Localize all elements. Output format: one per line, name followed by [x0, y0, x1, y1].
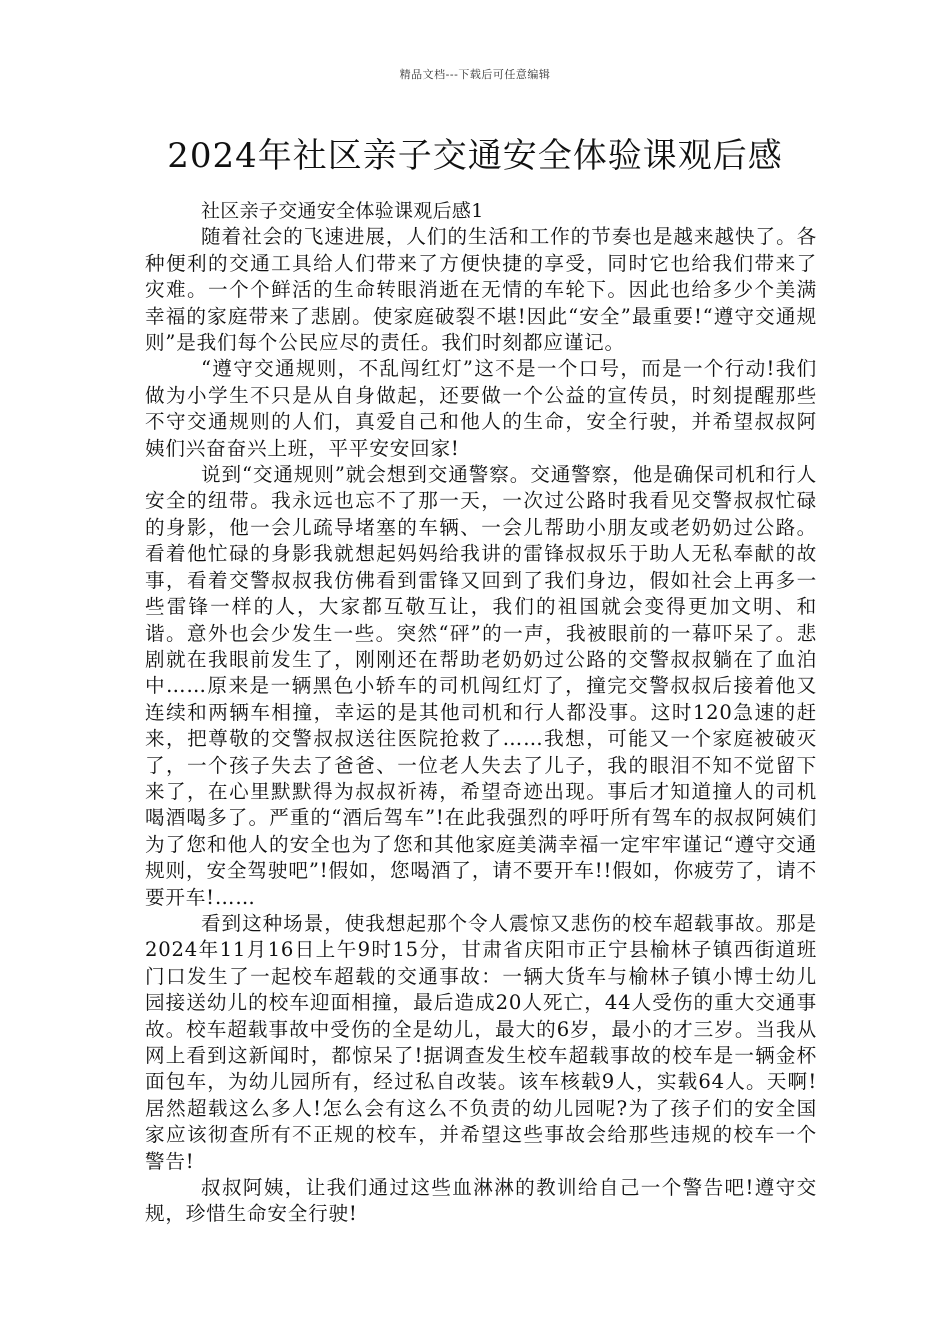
- paragraph-3: 说到“交通规则”就会想到交通警察。交通警察，他是确保司机和行人安全的纽带。我永远也忘不了那一天，一次过公路时我看见交警叔叔忙碌的身影，他一会儿疏导堵塞的车辆、一会儿帮助小朋友或老奶奶过公路。看着他忙碌的身影我就想起妈妈给我讲的雷锋叔叔乐于助人无私奉献的故事，看着交警叔叔我仿佛看到雷锋又回到了我们身边，假如社会上再多一些雷锋一样的人，大家都互敬互让，我们的祖国就会变得更加文明、和谐。意外也会少发生一些。突然“砰”的一声，我被眼前的一幕吓呆了。悲剧就在我眼前发生了，刚刚还在帮助老奶奶过公路的交警叔叔躺在了血泊中……原来是一辆黑色小轿车的司机闯红灯了，撞完交警叔叔后接着他又连续和两辆车相撞，幸运的是其他司机和行人都没事。这时120急速的赶来，把尊敬的交警叔叔送往医院抢救了……我想，可能又一个家庭被破灭了，一个孩子失去了爸爸、一位老人失去了儿子，我的眼泪不知不觉留下来了，在心里默默得为叔叔祈祷，希望奇迹出现。事后才知道撞人的司机喝酒喝多了。严重的“酒后驾车”!在此我强烈的呼吁所有驾车的叔叔阿姨们为了您和他人的安全也为了您和其他家庭美满幸福一定牢牢谨记“遵守交通规则，安全驾驶吧”!假如，您喝酒了，请不要开车!!假如，你疲劳了，请不要开车!……: [145, 463, 817, 909]
- paragraph-4: 看到这种场景，使我想起那个令人震惊又悲伤的校车超载事故。那是2024年11月16日上午9时15分，甘肃省庆阳市正宁县榆林子镇西街道班门口发生了一起校车超载的交通事故：一辆大货车与榆林子镇小博士幼儿园接送幼儿的校车迎面相撞，最后造成20人死亡，44人受伤的重大交通事故。校车超载事故中受伤的全是幼儿，最大的6岁，最小的才三岁。当我从网上看到这新闻时，都惊呆了!据调查发生校车超载事故的校车是一辆金杯面包车，为幼儿园所有，经过私自改装。该车核载9人，实载64人。天啊!居然超载这么多人!怎么会有这么不负责的幼儿园呢?为了孩子们的安全国家应该彻查所有不正规的校车，并希望这些事故会给那些违规的校车一个警告!: [145, 911, 817, 1173]
- section-subtitle: 社区亲子交通安全体验课观后感1: [201, 200, 484, 222]
- document-body: [145, 198, 817, 1228]
- paragraph-5: 叔叔阿姨，让我们通过这些血淋淋的教训给自己一个警告吧!遵守交规，珍惜生命安全行驶!: [145, 1176, 817, 1226]
- paragraph-2: “遵守交通规则，不乱闯红灯”这不是一个口号，而是一个行动!我们做为小学生不只是从自身做起，还要做一个公益的宣传员，时刻提醒那些不守交通规则的人们，真爱自己和他人的生命，安全行驶，并希望叔叔阿姨们兴奋奋兴上班，平平安安回家!: [145, 357, 817, 460]
- page-header-watermark: 精品文档---下载后可任意编辑: [399, 68, 551, 81]
- document-title: 2024年社区亲子交通安全体验课观后感: [167, 136, 783, 176]
- paragraph-1: 随着社会的飞速进展，人们的生活和工作的节奏也是越来越快了。各种便利的交通工具给人们带来了方便快捷的享受，同时它也给我们带来了灾难。一个个鲜活的生命转眼消逝在无情的车轮下。因此也给多少个美满幸福的家庭带来了悲剧。使家庭破裂不堪!因此“安全”最重要!“遵守交通规则”是我们每个公民应尽的责任。我们时刻都应谨记。: [145, 225, 817, 355]
